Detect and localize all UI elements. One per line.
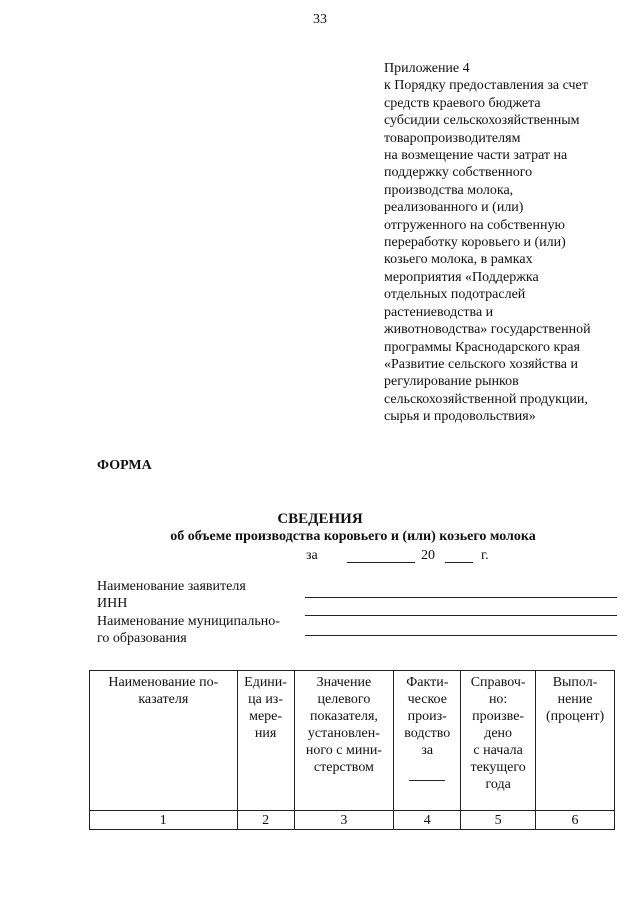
header-unit: Едини- ца из- мере- ния: [237, 671, 294, 811]
page-number: 33: [313, 12, 327, 27]
appendix-line: Приложение 4: [384, 61, 470, 76]
appendix-line: отгруженного на собственную: [384, 217, 565, 233]
column-number: 6: [536, 811, 615, 830]
appendix-line: переработку коровьего и (или): [384, 235, 566, 251]
appendix-line: животноводства» государственной: [384, 322, 591, 338]
period-prefix: за: [306, 548, 318, 563]
appendix-line: регулирование рынков: [384, 374, 519, 390]
appendix-line: производства молока,: [384, 182, 514, 198]
header-completion-percent: Выпол- нение (процент): [536, 671, 615, 811]
header-reference-produced: Справоч- но: произве- дено с начала текущего года: [461, 671, 536, 811]
column-number: 3: [294, 811, 394, 830]
column-number: 1: [90, 811, 238, 830]
municipality-field[interactable]: [305, 635, 617, 636]
appendix-line: к Порядку предоставления за счет: [384, 78, 588, 94]
appendix-line: «Развитие сельского хозяйства и: [384, 356, 579, 372]
table-header-row: [90, 671, 615, 811]
document-subtitle: об объеме производства коровьего и (или) козьего молока: [170, 529, 536, 544]
appendix-line: товаропроизводителям: [384, 130, 521, 146]
inn-field[interactable]: [305, 615, 617, 616]
period-blank-in-header[interactable]: [409, 768, 445, 781]
column-number: 5: [461, 811, 536, 830]
column-number: 2: [237, 811, 294, 830]
column-number-row: [90, 811, 615, 830]
period-year-prefix: 20: [421, 548, 435, 563]
column-number: 4: [394, 811, 461, 830]
period-suffix: г.: [481, 548, 489, 563]
applicant-name-label: Наименование заявителя: [97, 579, 246, 594]
appendix-line: отдельных подотраслей: [384, 287, 526, 303]
header-indicator-name: Наименование по- казателя: [90, 671, 238, 811]
period-year-blank[interactable]: [445, 562, 473, 563]
period-date-blank[interactable]: [347, 562, 415, 563]
document-title: СВЕДЕНИЯ: [277, 511, 363, 527]
header-target-value: Значение целевого показателя, установлен- ного с мини- стерством: [294, 671, 394, 811]
appendix-line: средств краевого бюджета: [384, 95, 541, 111]
header-actual-production: Факти- ческое произ- водство за: [394, 671, 461, 811]
municipality-label: Наименование муниципально-: [97, 614, 280, 629]
appendix-line: растениеводства и: [384, 304, 494, 320]
inn-label: ИНН: [97, 596, 128, 611]
applicant-name-field[interactable]: [305, 597, 617, 598]
form-label: ФОРМА: [97, 458, 152, 473]
municipality-label-cont: го образования: [97, 631, 187, 646]
appendix-line: поддержку собственного: [384, 165, 533, 181]
appendix-line: программы Краснодарского края: [384, 339, 580, 355]
appendix-line: сырья и продовольствия»: [384, 409, 536, 425]
appendix-line: реализованного и (или): [384, 200, 524, 216]
appendix-line: субсидии сельскохозяйственным: [384, 113, 580, 129]
appendix-line: сельскохозяйственной продукции,: [384, 391, 588, 407]
appendix-line: козьего молока, в рамках: [384, 252, 533, 268]
appendix-note: [384, 60, 624, 426]
appendix-line: мероприятия «Поддержка: [384, 269, 539, 285]
appendix-line: на возмещение части затрат на: [384, 148, 568, 164]
report-table: [89, 670, 615, 830]
